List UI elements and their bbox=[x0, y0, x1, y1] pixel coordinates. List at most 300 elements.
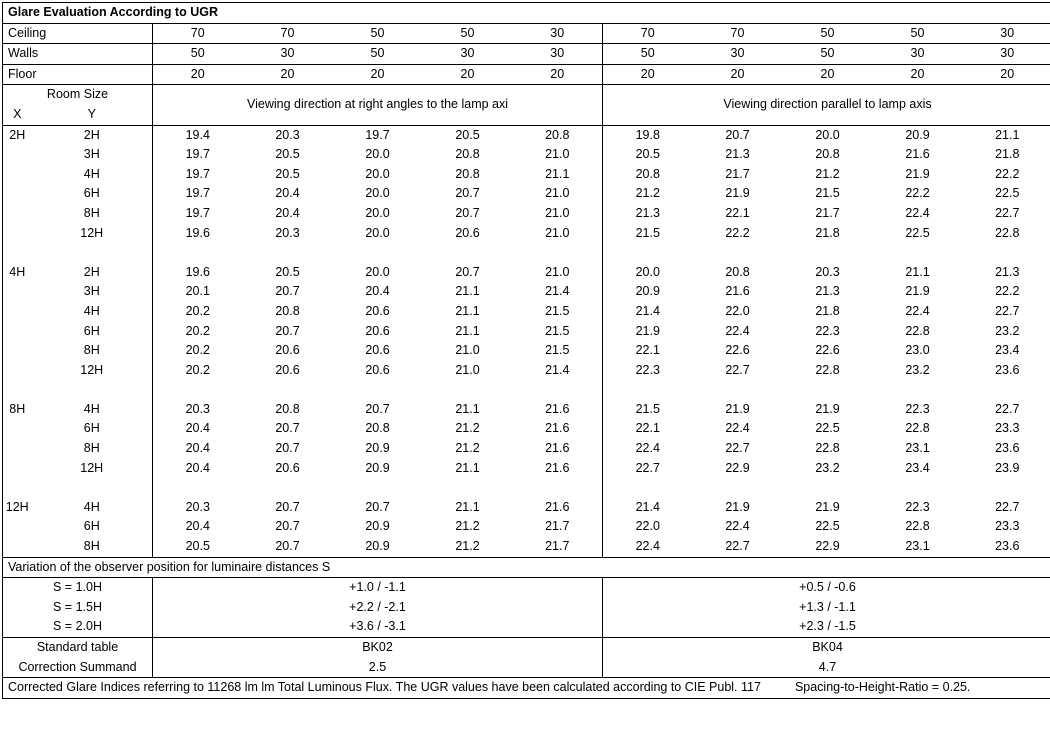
ugr-value: 21.1 bbox=[455, 401, 480, 416]
page-title: Glare Evaluation According to UGR bbox=[3, 3, 1050, 24]
ugr-value: 21.6 bbox=[513, 498, 603, 518]
ugr-value: 22.8 bbox=[815, 362, 840, 377]
room-size-x-value bbox=[3, 537, 32, 557]
footer-spacing-ratio: Spacing-to-Height-Ratio = 0.25. bbox=[794, 680, 971, 695]
ugr-value: 20.6 bbox=[275, 343, 300, 358]
reflectance-value: 50 bbox=[783, 44, 873, 65]
reflectance-value: 30 bbox=[963, 23, 1050, 44]
ugr-value: 21.1 bbox=[455, 303, 480, 318]
group-spacer-row bbox=[3, 243, 1050, 263]
reflectance-row bbox=[3, 64, 1050, 85]
variation-parallel: +2.3 / -1.5 bbox=[603, 617, 1050, 637]
ugr-value: 20.7 bbox=[725, 127, 750, 142]
ugr-value: 23.1 bbox=[905, 441, 930, 456]
ugr-value: 22.4 bbox=[905, 205, 930, 220]
ugr-value: 21.2 bbox=[815, 166, 840, 181]
reflectance-value: 50 bbox=[873, 23, 963, 44]
ugr-value: 19.4 bbox=[185, 127, 210, 142]
group-spacer-row bbox=[3, 380, 1050, 400]
room-size-x-value bbox=[3, 459, 32, 479]
ugr-data-row bbox=[3, 439, 1050, 459]
ugr-value: 23.3 bbox=[995, 421, 1020, 436]
ugr-value: 22.7 bbox=[725, 539, 750, 554]
reflectance-value: 20 bbox=[513, 64, 603, 85]
spacer bbox=[873, 478, 963, 498]
reflectance-value: 50 bbox=[603, 44, 693, 65]
group-spacer-row bbox=[3, 478, 1050, 498]
room-size-x-value bbox=[3, 302, 32, 322]
standard-table-perpendicular: BK02 bbox=[153, 638, 603, 658]
ugr-value: 20.6 bbox=[365, 323, 390, 338]
ugr-value: 21.6 bbox=[513, 459, 603, 479]
variation-title-row bbox=[3, 557, 1050, 578]
ugr-value: 21.9 bbox=[815, 401, 840, 416]
ugr-value: 19.8 bbox=[635, 127, 660, 142]
ugr-value: 20.4 bbox=[185, 460, 210, 475]
spacer bbox=[513, 243, 603, 263]
room-size-y-value: 8H bbox=[32, 537, 153, 557]
ugr-value: 22.2 bbox=[725, 225, 750, 240]
ugr-value: 20.4 bbox=[185, 441, 210, 456]
ugr-value: 22.5 bbox=[815, 421, 840, 436]
ugr-value: 21.9 bbox=[725, 186, 750, 201]
ugr-value: 20.5 bbox=[455, 127, 480, 142]
ugr-value: 21.2 bbox=[455, 539, 480, 554]
room-size-y-header: Y bbox=[32, 105, 153, 125]
reflectance-value: 70 bbox=[153, 23, 243, 44]
room-size-x-value bbox=[3, 322, 32, 342]
ugr-data-row bbox=[3, 184, 1050, 204]
spacer bbox=[32, 380, 153, 400]
reflectance-value: 50 bbox=[783, 23, 873, 44]
room-size-y-value: 12H bbox=[32, 361, 153, 381]
ugr-value: 22.2 bbox=[905, 186, 930, 201]
spacer bbox=[603, 243, 693, 263]
room-size-y-value: 8H bbox=[32, 341, 153, 361]
spacer bbox=[693, 243, 783, 263]
ugr-value: 20.0 bbox=[365, 147, 390, 162]
ugr-value: 22.5 bbox=[905, 225, 930, 240]
ugr-value: 20.3 bbox=[185, 401, 210, 416]
ugr-value: 23.4 bbox=[905, 460, 930, 475]
room-size-x-value bbox=[3, 184, 32, 204]
ugr-value: 21.2 bbox=[455, 519, 480, 534]
reflectance-value: 50 bbox=[423, 23, 513, 44]
room-size-y-value: 3H bbox=[32, 145, 153, 165]
ugr-value: 20.9 bbox=[905, 127, 930, 142]
ugr-data-row bbox=[3, 498, 1050, 518]
room-size-header-row bbox=[3, 85, 1050, 105]
room-size-x-value: 8H bbox=[9, 401, 26, 416]
ugr-value: 20.7 bbox=[275, 284, 300, 299]
spacer bbox=[963, 243, 1050, 263]
direction-header-perpendicular: Viewing direction at right angles to the lamp axi bbox=[153, 85, 603, 125]
ugr-value: 21.8 bbox=[995, 147, 1020, 162]
ugr-value: 20.9 bbox=[365, 539, 390, 554]
ugr-value: 20.0 bbox=[815, 127, 840, 142]
ugr-value: 20.2 bbox=[185, 343, 210, 358]
ugr-value: 21.1 bbox=[455, 323, 480, 338]
ugr-value: 21.0 bbox=[455, 362, 480, 377]
ugr-value: 21.4 bbox=[513, 282, 603, 302]
room-size-y-value: 6H bbox=[32, 322, 153, 342]
ugr-value: 20.8 bbox=[725, 264, 750, 279]
spacer bbox=[783, 478, 873, 498]
ugr-data-row bbox=[3, 419, 1050, 439]
ugr-value: 21.7 bbox=[513, 537, 603, 557]
ugr-value: 23.2 bbox=[995, 323, 1020, 338]
ugr-value: 21.0 bbox=[513, 204, 603, 224]
ugr-value: 22.1 bbox=[725, 205, 750, 220]
ugr-value: 20.0 bbox=[365, 166, 390, 181]
ugr-value: 23.3 bbox=[995, 519, 1020, 534]
spacer bbox=[963, 380, 1050, 400]
ugr-value: 21.6 bbox=[513, 400, 603, 420]
ugr-value: 22.4 bbox=[635, 539, 660, 554]
room-size-x-value bbox=[3, 361, 32, 381]
title-row bbox=[3, 3, 1050, 24]
ugr-data-row bbox=[3, 361, 1050, 381]
ugr-value: 20.6 bbox=[275, 362, 300, 377]
ugr-value: 20.7 bbox=[275, 441, 300, 456]
ugr-value: 20.4 bbox=[275, 186, 300, 201]
ugr-value: 19.7 bbox=[185, 186, 210, 201]
ugr-value: 21.9 bbox=[725, 499, 750, 514]
ugr-value: 23.4 bbox=[995, 343, 1020, 358]
room-size-x-value bbox=[3, 204, 32, 224]
ugr-value: 22.7 bbox=[995, 205, 1020, 220]
ugr-value: 20.5 bbox=[635, 147, 660, 162]
variation-label: S = 1.0H bbox=[3, 578, 153, 598]
reflectance-value: 30 bbox=[243, 44, 333, 65]
ugr-value: 20.6 bbox=[365, 362, 390, 377]
ugr-value: 22.8 bbox=[995, 225, 1020, 240]
spacer bbox=[513, 478, 603, 498]
ugr-value: 20.8 bbox=[455, 166, 480, 181]
ugr-value: 21.2 bbox=[455, 421, 480, 436]
ugr-value: 21.6 bbox=[905, 147, 930, 162]
ugr-value: 22.0 bbox=[635, 519, 660, 534]
ugr-value: 21.7 bbox=[513, 517, 603, 537]
standard-table-parallel: BK04 bbox=[812, 640, 843, 654]
ugr-value: 22.7 bbox=[995, 303, 1020, 318]
room-size-x-value bbox=[3, 341, 32, 361]
spacer bbox=[603, 478, 693, 498]
ugr-value: 20.8 bbox=[365, 421, 390, 436]
ugr-value: 22.7 bbox=[725, 362, 750, 377]
spacer bbox=[333, 478, 423, 498]
ugr-value: 21.5 bbox=[513, 322, 603, 342]
ugr-value: 22.4 bbox=[905, 303, 930, 318]
correction-summand-perpendicular: 2.5 bbox=[153, 658, 603, 678]
ugr-value: 20.7 bbox=[365, 401, 390, 416]
reflectance-label-walls: Walls bbox=[3, 44, 153, 65]
spacer bbox=[873, 243, 963, 263]
ugr-data-row bbox=[3, 224, 1050, 244]
reflectance-value: 20 bbox=[603, 64, 693, 85]
ugr-value: 23.6 bbox=[995, 539, 1020, 554]
ugr-value: 20.2 bbox=[185, 323, 210, 338]
spacer bbox=[423, 243, 513, 263]
variation-parallel: +1.3 / -1.1 bbox=[799, 599, 856, 614]
room-size-x-header: X bbox=[3, 105, 32, 125]
ugr-value: 21.5 bbox=[635, 225, 660, 240]
ugr-value: 21.9 bbox=[815, 499, 840, 514]
ugr-value: 22.8 bbox=[905, 519, 930, 534]
ugr-value: 21.9 bbox=[635, 323, 660, 338]
room-size-x-value bbox=[3, 145, 32, 165]
spacer bbox=[153, 478, 243, 498]
spacer bbox=[243, 478, 333, 498]
ugr-value: 22.7 bbox=[725, 441, 750, 456]
ugr-value: 20.2 bbox=[185, 362, 210, 377]
reflectance-label-floor: Floor bbox=[3, 64, 153, 85]
ugr-value: 20.8 bbox=[513, 125, 603, 145]
reflectance-value: 70 bbox=[603, 23, 693, 44]
spacer bbox=[693, 478, 783, 498]
reflectance-value: 50 bbox=[333, 23, 423, 44]
ugr-value: 19.7 bbox=[365, 127, 390, 142]
ugr-value: 21.1 bbox=[455, 460, 480, 475]
ugr-value: 21.1 bbox=[905, 264, 930, 279]
room-size-y-value: 4H bbox=[32, 498, 153, 518]
ugr-value: 23.9 bbox=[995, 460, 1020, 475]
room-size-x-value: 2H bbox=[9, 127, 26, 142]
ugr-value: 20.5 bbox=[185, 539, 210, 554]
reflectance-value: 20 bbox=[423, 64, 513, 85]
ugr-value: 23.6 bbox=[995, 362, 1020, 377]
ugr-value: 20.1 bbox=[185, 284, 210, 299]
ugr-value: 22.5 bbox=[815, 519, 840, 534]
room-size-y-value: 4H bbox=[32, 165, 153, 185]
ugr-value: 20.3 bbox=[275, 225, 300, 240]
ugr-value: 23.1 bbox=[905, 539, 930, 554]
ugr-value: 21.6 bbox=[725, 284, 750, 299]
room-size-y-value: 12H bbox=[32, 459, 153, 479]
ugr-value: 22.7 bbox=[995, 401, 1020, 416]
spacer bbox=[693, 380, 783, 400]
ugr-value: 20.2 bbox=[185, 303, 210, 318]
room-size-y-value: 4H bbox=[32, 302, 153, 322]
reflectance-value: 70 bbox=[693, 23, 783, 44]
ugr-data-row bbox=[3, 302, 1050, 322]
ugr-value: 20.6 bbox=[455, 225, 480, 240]
ugr-value: 21.5 bbox=[513, 302, 603, 322]
room-size-y-value: 12H bbox=[32, 224, 153, 244]
room-size-x-value bbox=[3, 439, 32, 459]
room-size-y-value: 8H bbox=[32, 439, 153, 459]
spacer bbox=[243, 380, 333, 400]
ugr-value: 19.7 bbox=[185, 147, 210, 162]
spacer bbox=[423, 380, 513, 400]
room-size-header: Room Size bbox=[3, 85, 153, 105]
room-size-y-value: 6H bbox=[32, 184, 153, 204]
ugr-value: 21.4 bbox=[635, 303, 660, 318]
ugr-value: 21.3 bbox=[815, 284, 840, 299]
ugr-value: 23.6 bbox=[995, 441, 1020, 456]
variation-label: S = 1.5H bbox=[3, 598, 153, 618]
ugr-value: 21.0 bbox=[513, 184, 603, 204]
reflectance-value: 20 bbox=[693, 64, 783, 85]
ugr-value: 22.9 bbox=[815, 539, 840, 554]
variation-perpendicular: +1.0 / -1.1 bbox=[153, 578, 603, 598]
ugr-value: 19.6 bbox=[185, 264, 210, 279]
spacer bbox=[423, 478, 513, 498]
ugr-value: 21.3 bbox=[635, 205, 660, 220]
ugr-value: 20.8 bbox=[455, 147, 480, 162]
room-size-y-value: 6H bbox=[32, 517, 153, 537]
footer-note bbox=[3, 678, 1050, 699]
room-size-y-value: 3H bbox=[32, 282, 153, 302]
spacer bbox=[153, 380, 243, 400]
ugr-value: 20.0 bbox=[635, 264, 660, 279]
variation-row bbox=[3, 617, 1050, 637]
ugr-value: 22.8 bbox=[905, 421, 930, 436]
ugr-value: 20.7 bbox=[275, 421, 300, 436]
ugr-value: 22.4 bbox=[725, 519, 750, 534]
ugr-data-row bbox=[3, 263, 1050, 283]
ugr-value: 22.6 bbox=[815, 343, 840, 358]
ugr-value: 22.7 bbox=[635, 460, 660, 475]
reflectance-value: 30 bbox=[513, 23, 603, 44]
spacer bbox=[32, 478, 153, 498]
ugr-value: 20.4 bbox=[185, 421, 210, 436]
ugr-value: 20.6 bbox=[365, 303, 390, 318]
room-size-y-value: 2H bbox=[32, 263, 153, 283]
ugr-value: 20.3 bbox=[185, 499, 210, 514]
ugr-value: 22.8 bbox=[905, 323, 930, 338]
reflectance-value: 50 bbox=[333, 44, 423, 65]
ugr-value: 19.7 bbox=[185, 166, 210, 181]
ugr-value: 20.8 bbox=[275, 401, 300, 416]
ugr-data-row bbox=[3, 322, 1050, 342]
ugr-value: 20.6 bbox=[365, 343, 390, 358]
standard-table-label: Standard table bbox=[3, 638, 153, 658]
spacer bbox=[3, 478, 32, 498]
ugr-value: 23.2 bbox=[905, 362, 930, 377]
reflectance-label-ceiling: Ceiling bbox=[3, 23, 153, 44]
ugr-value: 22.7 bbox=[995, 499, 1020, 514]
reflectance-value: 50 bbox=[153, 44, 243, 65]
ugr-value: 20.7 bbox=[275, 519, 300, 534]
ugr-value: 21.6 bbox=[513, 419, 603, 439]
reflectance-value: 30 bbox=[873, 44, 963, 65]
ugr-data-row bbox=[3, 537, 1050, 557]
spacer bbox=[963, 478, 1050, 498]
ugr-value: 20.5 bbox=[275, 264, 300, 279]
ugr-value: 21.1 bbox=[455, 499, 480, 514]
ugr-value: 20.7 bbox=[455, 205, 480, 220]
ugr-value: 21.7 bbox=[815, 205, 840, 220]
spacer bbox=[513, 380, 603, 400]
ugr-value: 20.7 bbox=[365, 499, 390, 514]
ugr-value: 21.0 bbox=[513, 263, 603, 283]
ugr-value: 22.5 bbox=[995, 186, 1020, 201]
ugr-value: 22.3 bbox=[905, 401, 930, 416]
ugr-data-row bbox=[3, 282, 1050, 302]
ugr-data-row bbox=[3, 125, 1050, 145]
ugr-value: 20.0 bbox=[365, 264, 390, 279]
spacer bbox=[153, 243, 243, 263]
reflectance-value: 30 bbox=[693, 44, 783, 65]
variation-row bbox=[3, 578, 1050, 598]
spacer bbox=[333, 380, 423, 400]
ugr-value: 21.0 bbox=[513, 224, 603, 244]
ugr-data-row bbox=[3, 165, 1050, 185]
footer-row bbox=[3, 678, 1050, 699]
ugr-value: 21.3 bbox=[725, 147, 750, 162]
ugr-data-row bbox=[3, 341, 1050, 361]
ugr-value: 21.1 bbox=[513, 165, 603, 185]
ugr-value: 20.0 bbox=[365, 225, 390, 240]
ugr-value: 21.3 bbox=[995, 264, 1020, 279]
ugr-value: 20.4 bbox=[275, 205, 300, 220]
ugr-value: 21.8 bbox=[815, 225, 840, 240]
ugr-value: 21.1 bbox=[455, 284, 480, 299]
room-size-y-value: 4H bbox=[32, 400, 153, 420]
reflectance-row bbox=[3, 44, 1050, 65]
room-size-x-value bbox=[3, 282, 32, 302]
ugr-value: 22.3 bbox=[905, 499, 930, 514]
ugr-value: 20.9 bbox=[365, 460, 390, 475]
reflectance-value: 70 bbox=[243, 23, 333, 44]
ugr-value: 20.0 bbox=[365, 205, 390, 220]
reflectance-value: 20 bbox=[153, 64, 243, 85]
reflectance-value: 30 bbox=[423, 44, 513, 65]
ugr-data-row bbox=[3, 517, 1050, 537]
ugr-data-row bbox=[3, 459, 1050, 479]
ugr-value: 20.9 bbox=[635, 284, 660, 299]
spacer bbox=[3, 380, 32, 400]
ugr-value: 20.7 bbox=[455, 186, 480, 201]
ugr-value: 22.3 bbox=[635, 362, 660, 377]
ugr-value: 21.4 bbox=[635, 499, 660, 514]
ugr-value: 22.3 bbox=[815, 323, 840, 338]
ugr-value: 21.7 bbox=[725, 166, 750, 181]
spacer bbox=[873, 380, 963, 400]
ugr-value: 20.4 bbox=[365, 284, 390, 299]
variation-parallel: +0.5 / -0.6 bbox=[799, 580, 856, 595]
spacer bbox=[783, 243, 873, 263]
ugr-value: 21.5 bbox=[635, 401, 660, 416]
ugr-data-row bbox=[3, 204, 1050, 224]
ugr-value: 20.9 bbox=[365, 519, 390, 534]
reflectance-value: 30 bbox=[963, 44, 1050, 65]
room-size-x-value: 12H bbox=[5, 499, 29, 514]
ugr-value: 19.6 bbox=[185, 225, 210, 240]
room-size-x-value bbox=[3, 419, 32, 439]
reflectance-value: 20 bbox=[783, 64, 873, 85]
spacer bbox=[32, 243, 153, 263]
room-size-y-value: 8H bbox=[32, 204, 153, 224]
ugr-value: 23.2 bbox=[815, 460, 840, 475]
ugr-value: 22.9 bbox=[725, 460, 750, 475]
ugr-value: 20.3 bbox=[815, 264, 840, 279]
spacer bbox=[783, 380, 873, 400]
ugr-value: 21.5 bbox=[815, 186, 840, 201]
ugr-value: 20.0 bbox=[365, 186, 390, 201]
spacer bbox=[333, 243, 423, 263]
correction-summand-row bbox=[3, 658, 1050, 678]
ugr-value: 20.8 bbox=[815, 147, 840, 162]
standard-table-row bbox=[3, 638, 1050, 658]
reflectance-row bbox=[3, 23, 1050, 44]
ugr-value: 21.2 bbox=[455, 441, 480, 456]
ugr-value: 21.0 bbox=[513, 145, 603, 165]
correction-summand-parallel: 4.7 bbox=[603, 658, 1050, 678]
variation-row bbox=[3, 598, 1050, 618]
variation-label: S = 2.0H bbox=[3, 617, 153, 637]
